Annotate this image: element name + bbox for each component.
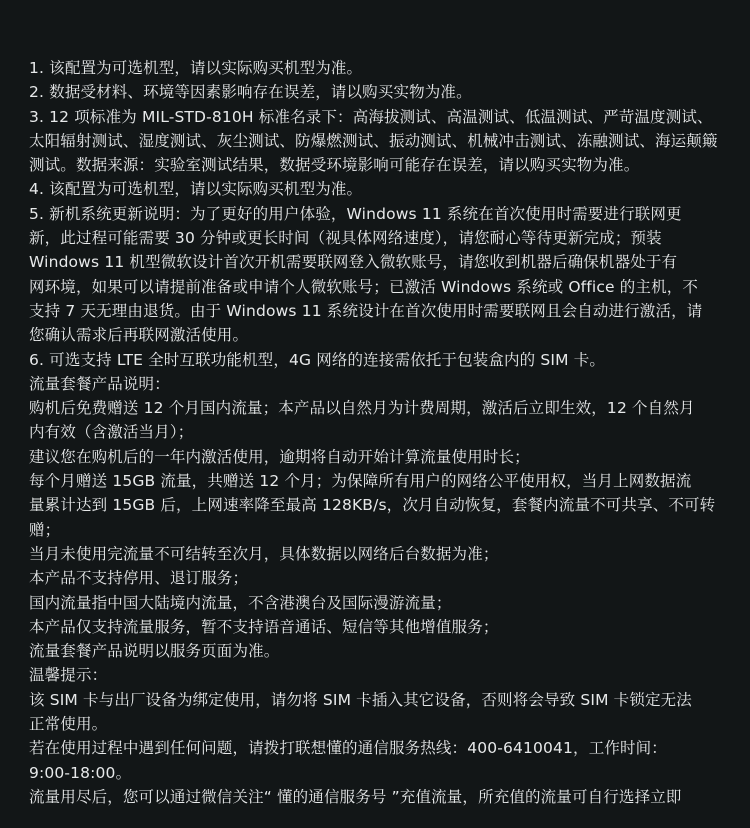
text-line: Windows 11 机型微软设计首次开机需要联网登入微软账号，请您收到机器后确保机器处于有 [29, 253, 678, 272]
text-line: 内有效（含激活当月）； [29, 423, 194, 442]
text-line: 1. 该配置为可选机型，请以实际购买机型为准。 [29, 59, 363, 77]
text-line: 6. 可选支持 LTE 全时互联功能机型，4G 网络的连接需依托于包装盒内的 SIM 卡。 [29, 350, 606, 369]
text-line: 正常使用。 [29, 715, 108, 734]
text-line: 网环境，如果可以请提前准备或申请个人微软账号；已激活 Windows 系统或 Office 的主机，不 [29, 277, 699, 296]
text-line: 2. 数据受材料、环境等因素影响存在误差，请以购买实物为准。 [29, 83, 472, 102]
text-line: 流量套餐产品说明以服务页面为准。 [29, 642, 280, 661]
section-heading: 温馨提示： [29, 666, 108, 685]
text-line: 若在使用过程中遇到任何问题，请拨打联想懂的通信服务热线：400-6410041，工作时间： [29, 739, 667, 758]
text-line: 本产品不支持停用、退订服务； [29, 569, 249, 588]
text-line: 量累计达到 15GB 后，上网速率降至最高 128KB/s，次月自动恢复，套餐内流量不可共享、不可转 [29, 496, 716, 515]
text-line: 国内流量指中国大陆境内流量，不含港澳台及国际漫游流量； [29, 593, 452, 612]
text-line: 购机后免费赠送 12 个月国内流量；本产品以自然月为计费周期，激活后立即生效，12 个自然月 [29, 399, 695, 418]
text-line: 您确认需求后再联网激活使用。 [29, 326, 249, 345]
text-line: 该 SIM 卡与出厂设备为绑定使用，请勿将 SIM 卡插入其它设备，否则将会导致 SIM 卡锁定无法 [29, 690, 692, 709]
text-line: 太阳辐射测试、湿度测试、灰尘测试、防爆燃测试、振动测试、机械冲击测试、冻融测试、海运颠簸 [29, 131, 718, 150]
text-line: 当月未使用完流量不可结转至次月，具体数据以网络后台数据为准； [29, 544, 499, 563]
text-line: 本产品仅支持流量服务，暂不支持语音通话、短信等其他增值服务； [29, 617, 499, 636]
text-line: 3. 12 项标准为 MIL-STD-810H 标准名录下：高海拔测试、高温测试、低温测试、严苛温度测试、 [29, 107, 713, 126]
document-body [29, 56, 729, 809]
text-line: 9:00-18:00。 [29, 763, 132, 782]
text-line: 流量用尽后，您可以通过微信关注“ 懂的通信服务号 ”充值流量，所充值的流量可自行选择立即 [29, 787, 682, 806]
section-heading: 流量套餐产品说明： [29, 374, 170, 393]
text-line: 5. 新机系统更新说明：为了更好的用户体验，Windows 11 系统在首次使用时需要进行联网更 [29, 204, 682, 223]
text-line: 建议您在购机后的一年内激活使用，逾期将自动开始计算流量使用时长； [29, 447, 530, 466]
text-line: 新，此过程可能需要 30 分钟或更长时间（视具体网络速度），请您耐心等待更新完成；预装 [29, 229, 662, 248]
text-line: 赠； [29, 520, 61, 539]
text-line: 测试。数据来源：实验室测试结果，数据受环境影响可能存在误差，请以购买实物为准。 [29, 156, 640, 175]
text-line: 4. 该配置为可选机型，请以实际购买机型为准。 [29, 180, 363, 199]
text-line: 支持 7 天无理由退货。由于 Windows 11 系统设计在首次使用时需要联网且会自动进行激活，请 [29, 301, 703, 320]
text-line: 每个月赠送 15GB 流量，共赠送 12 个月；为保障所有用户的网络公平使用权，当月上网数据流 [29, 472, 692, 491]
